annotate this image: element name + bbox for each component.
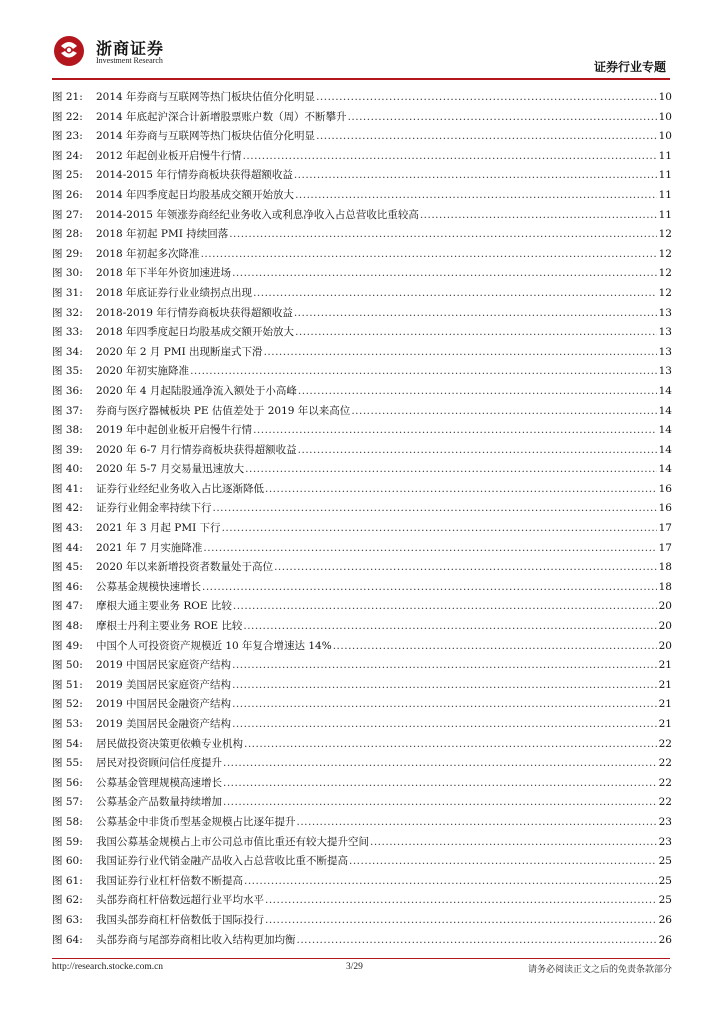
toc-entry-page: 11: [658, 208, 672, 221]
toc-leader-dots: [232, 264, 657, 284]
toc-leader-dots: [348, 108, 657, 128]
toc-entry[interactable]: [52, 911, 672, 931]
toc-leader-dots: [253, 421, 657, 441]
toc-entry-label: 图 47:: [52, 600, 83, 613]
toc-entry-page: 18: [658, 561, 672, 574]
toc-entry-title: 2021 年 7 月实施降准: [96, 541, 203, 554]
toc-entry-page: 22: [658, 757, 672, 770]
toc-entry-title: 2014 年券商与互联网等热门板块估值分化明显: [96, 130, 316, 143]
toc-entry-label: 图 51:: [52, 678, 83, 691]
toc-entry-title: 头部券商杠杆倍数远超行业平均水平: [96, 894, 264, 907]
toc-leader-dots: [232, 695, 657, 715]
toc-entry-label: 图 46:: [52, 580, 83, 593]
toc-leader-dots: [265, 911, 657, 931]
toc-entry[interactable]: [52, 166, 672, 186]
toc-leader-dots: [264, 343, 657, 363]
toc-entry[interactable]: [52, 715, 672, 735]
toc-entry-page: 14: [658, 463, 672, 476]
toc-entry-label: 图 25:: [52, 169, 83, 182]
toc-entry-label: 图 37:: [52, 404, 83, 417]
toc-entry-page: 21: [658, 678, 672, 691]
toc-entry[interactable]: [52, 833, 672, 853]
toc-entry-page: 12: [658, 247, 672, 260]
toc-entry-page: 17: [658, 522, 672, 535]
toc-entry[interactable]: [52, 304, 672, 324]
toc-leader-dots: [349, 852, 657, 872]
toc-entry-title: 2021 年 3 月起 PMI 下行: [96, 522, 221, 535]
toc-entry[interactable]: [52, 676, 672, 696]
toc-entry[interactable]: [52, 480, 672, 500]
toc-entry-title: 2014 年四季度起日均股基成交额开始放大: [96, 188, 295, 201]
toc-entry-page: 26: [658, 933, 672, 946]
toc-entry[interactable]: [52, 284, 672, 304]
toc-entry[interactable]: [52, 813, 672, 833]
toc-entry-page: 10: [658, 91, 672, 103]
toc-entry-label: 图 44:: [52, 541, 83, 554]
toc-leader-dots: [297, 931, 658, 951]
toc-leader-dots: [243, 147, 657, 167]
toc-leader-dots: [294, 166, 657, 186]
toc-entry-label: 图 28:: [52, 228, 83, 241]
toc-leader-dots: [190, 362, 657, 382]
toc-entry[interactable]: [52, 147, 672, 167]
toc-entry-label: 图 50:: [52, 659, 83, 672]
toc-entry-title: 2020 年 5-7 月交易量迅速放大: [96, 463, 245, 476]
toc-entry-title: 居民做投资决策更依赖专业机构: [96, 737, 243, 750]
toc-entry-title: 2018-2019 年行情券商板块获得超额收益: [96, 306, 293, 319]
toc-leader-dots: [294, 304, 657, 324]
toc-leader-dots: [265, 480, 657, 500]
toc-entry-title: 2019 中国居民家庭资产结构: [96, 659, 232, 672]
toc-entry-title: 2014-2015 年领涨券商经纪业务收入或利息净收入占总营收比重较高: [96, 208, 419, 221]
toc-entry-page: 23: [658, 835, 672, 848]
toc-entry[interactable]: [52, 637, 672, 657]
toc-entry[interactable]: [52, 519, 672, 539]
toc-entry-title: 2014 年券商与互联网等热门板块估值分化明显: [96, 91, 316, 103]
toc-entry-page: 25: [658, 855, 672, 868]
toc-entry-title: 公募基金产品数量持续增加: [96, 796, 222, 809]
toc-entry[interactable]: [52, 421, 672, 441]
toc-entry-title: 2012 年起创业板开启慢牛行情: [96, 149, 242, 162]
toc-entry[interactable]: [52, 774, 672, 794]
toc-entry-title: 公募基金规模快速增长: [96, 580, 201, 593]
toc-entry-page: 13: [658, 306, 672, 319]
toc-entry-label: 图 54:: [52, 737, 83, 750]
toc-entry-title: 2020 年初实施降准: [96, 365, 190, 378]
toc-entry-title: 摩根士丹利主要业务 ROE 比较: [96, 620, 243, 633]
toc-entry-label: 图 35:: [52, 365, 83, 378]
toc-leader-dots: [316, 88, 657, 108]
toc-entry-page: 21: [658, 659, 672, 672]
toc-entry[interactable]: [52, 656, 672, 676]
report-type-label: 证券行业专题: [593, 60, 666, 74]
toc-leader-dots: [244, 735, 657, 755]
toc-entry-page: 12: [658, 228, 672, 241]
toc-leader-dots: [316, 127, 657, 147]
toc-leader-dots: [232, 656, 657, 676]
toc-leader-dots: [232, 715, 657, 735]
toc-entry-page: 13: [658, 365, 672, 378]
toc-entry-label: 图 62:: [52, 894, 83, 907]
toc-entry-title: 我国公募基金规模占上市公司总市值比重还有较大提升空间: [96, 835, 369, 848]
toc-entry[interactable]: [52, 362, 672, 382]
toc-entry-label: 图 32:: [52, 306, 83, 319]
toc-entry[interactable]: [52, 558, 672, 578]
toc-entry-page: 10: [658, 130, 672, 143]
toc-entry-title: 2018 年四季度起日均股基成交额开始放大: [96, 326, 295, 339]
toc-entry-label: 图 43:: [52, 522, 83, 535]
figure-list: [52, 88, 672, 950]
toc-entry[interactable]: [52, 852, 672, 872]
toc-leader-dots: [201, 245, 657, 265]
toc-entry-title: 2019 美国居民金融资产结构: [96, 718, 232, 730]
toc-entry-page: 14: [658, 424, 672, 437]
toc-entry-title: 公募基金管理规模高速增长: [96, 776, 222, 789]
toc-leader-dots: [295, 323, 657, 343]
toc-entry-title: 2014 年底起沪深合计新增股票账户数（周）不断攀升: [96, 110, 347, 123]
toc-entry-label: 图 61:: [52, 874, 83, 887]
toc-entry-label: 图 38:: [52, 424, 83, 437]
toc-entry[interactable]: [52, 872, 672, 892]
toc-leader-dots: [297, 813, 658, 833]
toc-leader-dots: [213, 499, 658, 519]
toc-entry-label: 图 55:: [52, 757, 83, 770]
toc-leader-dots: [244, 872, 657, 892]
toc-entry-label: 图 24:: [52, 149, 83, 162]
toc-entry-label: 图 39:: [52, 443, 83, 456]
toc-entry[interactable]: [52, 460, 672, 480]
toc-entry-title: 2018 年底证券行业业绩拐点出现: [96, 286, 253, 299]
toc-entry-label: 图 48:: [52, 620, 83, 633]
toc-leader-dots: [223, 793, 657, 813]
toc-entry-title: 2020 年以来新增投资者数量处于高位: [96, 561, 274, 574]
toc-entry-page: 12: [658, 267, 672, 280]
toc-entry-page: 13: [658, 345, 672, 358]
toc-leader-dots: [298, 441, 657, 461]
toc-entry-title: 2019 年中起创业板开启慢牛行情: [96, 424, 253, 437]
toc-entry-title: 头部券商与尾部券商相比收入结构更加均衡: [96, 933, 296, 946]
toc-entry-label: 图 40:: [52, 463, 83, 476]
toc-entry-page: 20: [658, 639, 672, 652]
toc-entry-page: 21: [658, 698, 672, 711]
toc-entry-label: 图 21:: [52, 91, 83, 103]
toc-entry-title: 我国证券行业代销金融产品收入占总营收比重不断提高: [96, 855, 348, 868]
toc-entry[interactable]: [52, 225, 672, 245]
toc-entry-label: 图 56:: [52, 776, 83, 789]
brand-name-en: Investment Research: [96, 56, 163, 65]
toc-entry-page: 14: [658, 384, 672, 397]
toc-entry-label: 图 52:: [52, 698, 83, 711]
toc-leader-dots: [233, 597, 657, 617]
toc-entry[interactable]: [52, 735, 672, 755]
toc-entry-page: 17: [658, 541, 672, 554]
toc-entry-title: 2020 年 2 月 PMI 出现断崖式下滑: [96, 345, 263, 358]
toc-entry[interactable]: [52, 754, 672, 774]
footer-url[interactable]: http://research.stocke.com.cn: [52, 962, 164, 972]
toc-entry[interactable]: [52, 382, 672, 402]
footer-disclaimer: 请务必阅读正文之后的免责条款部分: [527, 965, 672, 975]
toc-entry[interactable]: [52, 891, 672, 911]
toc-entry-label: 图 42:: [52, 502, 83, 515]
toc-entry-page: 22: [658, 796, 672, 809]
toc-entry[interactable]: [52, 186, 672, 206]
toc-leader-dots: [222, 519, 657, 539]
toc-entry-page: 16: [658, 482, 672, 495]
toc-entry-page: 12: [658, 286, 672, 299]
toc-entry[interactable]: [52, 88, 672, 108]
toc-entry[interactable]: [52, 539, 672, 559]
toc-leader-dots: [245, 460, 657, 480]
toc-entry-page: 26: [658, 913, 672, 926]
toc-entry-title: 证券行业经纪业务收入占比逐渐降低: [96, 482, 264, 495]
toc-entry-label: 图 27:: [52, 208, 83, 221]
toc-entry[interactable]: [52, 343, 672, 363]
toc-entry-label: 图 41:: [52, 482, 83, 495]
header-divider: [52, 78, 670, 80]
toc-entry-title: 2018 年下半年外资加速进场: [96, 267, 232, 280]
toc-entry-label: 图 53:: [52, 718, 83, 730]
toc-entry[interactable]: [52, 323, 672, 343]
toc-entry-page: 25: [658, 894, 672, 907]
toc-entry[interactable]: [52, 695, 672, 715]
toc-entry-page: 16: [658, 502, 672, 515]
toc-entry-label: 图 36:: [52, 384, 83, 397]
toc-entry-page: 14: [658, 443, 672, 456]
toc-entry-label: 图 23:: [52, 130, 83, 143]
toc-entry-title: 摩根大通主要业务 ROE 比较: [96, 600, 232, 613]
toc-entry-title: 2019 中国居民金融资产结构: [96, 698, 232, 711]
toc-entry-title: 2020 年 4 月起陆股通净流入额处于小高峰: [96, 384, 297, 397]
toc-entry-page: 20: [658, 620, 672, 633]
toc-entry-label: 图 33:: [52, 326, 83, 339]
toc-entry-title: 券商与医疗器械板块 PE 估值差处于 2019 年以来高位: [96, 404, 351, 417]
toc-entry-label: 图 26:: [52, 188, 83, 201]
toc-entry[interactable]: [52, 578, 672, 598]
toc-entry-title: 2018 年初起 PMI 持续回落: [96, 228, 229, 241]
toc-entry-title: 2019 美国居民家庭资产结构: [96, 678, 232, 691]
toc-entry-page: 22: [658, 776, 672, 789]
toc-entry-title: 我国头部券商杠杆倍数低于国际投行: [96, 913, 264, 926]
toc-entry-page: 25: [658, 874, 672, 887]
toc-leader-dots: [333, 637, 657, 657]
toc-entry-label: 图 63:: [52, 913, 83, 926]
toc-entry-page: 21: [658, 718, 672, 730]
toc-leader-dots: [274, 558, 657, 578]
toc-leader-dots: [265, 891, 657, 911]
toc-leader-dots: [351, 402, 657, 422]
toc-entry[interactable]: [52, 127, 672, 147]
toc-entry[interactable]: [52, 597, 672, 617]
toc-leader-dots: [253, 284, 657, 304]
toc-entry[interactable]: [52, 264, 672, 284]
toc-leader-dots: [232, 676, 657, 696]
toc-entry-title: 居民对投资顾问信任度提升: [96, 757, 222, 770]
toc-entry[interactable]: [52, 206, 672, 226]
toc-leader-dots: [420, 206, 657, 226]
toc-entry-title: 2018 年初起多次降准: [96, 247, 200, 260]
toc-entry-label: 图 22:: [52, 110, 83, 123]
toc-entry[interactable]: [52, 108, 672, 128]
toc-leader-dots: [202, 578, 657, 598]
toc-entry-label: 图 49:: [52, 639, 83, 652]
toc-entry-page: 23: [658, 815, 672, 828]
toc-entry[interactable]: [52, 793, 672, 813]
toc-leader-dots: [298, 382, 657, 402]
toc-entry-label: 图 60:: [52, 855, 83, 868]
toc-entry-page: 11: [658, 149, 672, 162]
footer-divider: [52, 958, 670, 959]
toc-entry-page: 11: [658, 169, 672, 182]
toc-leader-dots: [243, 617, 657, 637]
toc-entry-page: 20: [658, 600, 672, 613]
page-header: [52, 26, 670, 78]
toc-entry[interactable]: [52, 617, 672, 637]
toc-entry[interactable]: [52, 441, 672, 461]
zheshang-logo-icon: [52, 34, 86, 68]
toc-entry-label: 图 57:: [52, 796, 83, 809]
toc-entry-title: 中国个人可投资资产规模近 10 年复合增速达 14%: [96, 639, 332, 652]
toc-entry-title: 公募基金中非货币型基金规模占比逐年提升: [96, 815, 296, 828]
toc-entry-label: 图 29:: [52, 247, 83, 260]
toc-leader-dots: [229, 225, 657, 245]
toc-entry[interactable]: [52, 931, 672, 951]
toc-entry-title: 2020 年 6-7 月行情券商板块获得超额收益: [96, 443, 297, 456]
toc-entry-label: 图 34:: [52, 345, 83, 358]
toc-entry-label: 图 30:: [52, 267, 83, 280]
toc-entry-label: 图 64:: [52, 933, 83, 946]
toc-entry-page: 18: [658, 580, 672, 593]
toc-entry-label: 图 59:: [52, 835, 83, 848]
toc-entry-label: 图 31:: [52, 286, 83, 299]
toc-entry-title: 2014-2015 年行情券商板块获得超额收益: [96, 169, 293, 182]
toc-entry[interactable]: [52, 499, 672, 519]
toc-entry-page: 14: [658, 404, 672, 417]
toc-entry[interactable]: [52, 402, 672, 422]
toc-leader-dots: [295, 186, 657, 206]
toc-leader-dots: [223, 774, 657, 794]
toc-entry-page: 22: [658, 737, 672, 750]
toc-entry-page: 11: [658, 188, 672, 201]
toc-leader-dots: [370, 833, 657, 853]
brand-name-cn: 浙商证券: [96, 39, 165, 58]
toc-entry-title: 我国证券行业杠杆倍数不断提高: [96, 874, 243, 887]
toc-entry-title: 证券行业佣金率持续下行: [96, 502, 212, 515]
toc-entry-label: 图 58:: [52, 815, 83, 828]
toc-entry-page: 13: [658, 326, 672, 339]
toc-entry-page: 10: [658, 110, 672, 123]
page-number: 3/29: [346, 962, 363, 972]
toc-entry[interactable]: [52, 245, 672, 265]
toc-leader-dots: [203, 539, 657, 559]
toc-leader-dots: [223, 754, 657, 774]
toc-entry-label: 图 45:: [52, 561, 83, 574]
